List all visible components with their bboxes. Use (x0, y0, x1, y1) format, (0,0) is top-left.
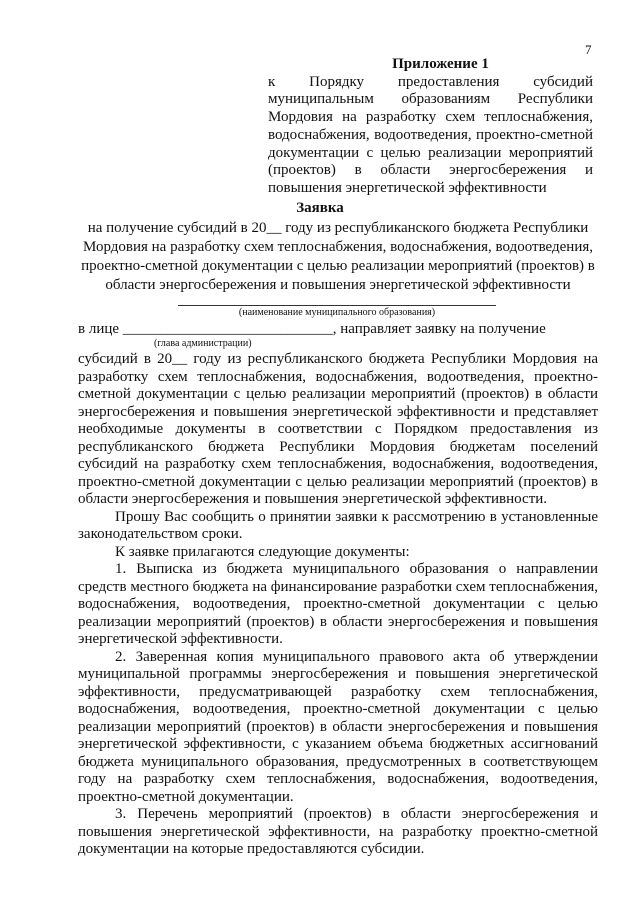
body-paragraph-2: Прошу Вас сообщить о принятии заявки к рассмотрению в установленные законодательством сроки. (78, 508, 598, 542)
municipality-fill-line (178, 305, 496, 306)
document-item-3: 3. Перечень мероприятий (проектов) в области энергосбережения и повышения энергетической эффективности, на разработку проектно-сметной документации на которые предоставляются субсидии. (78, 806, 598, 857)
body-paragraph-1: субсидий в 20__ году из республиканского бюджета Республики Мордовия на разработку схем теплоснабжения, водоснабжения, водоотведения, проектно-сметной документации с целью реализации мероприятий (проектов) в области энергосбережения и повышения энергетической эффективности и представляет необходимые документы в соответствии с Порядком предоставления из республиканского бюджета Республики Мордовия бюджетам поселений субсидий на разработку схем теплоснабжения, водоснабжения, водоотведения, проектно-сметной документации с целью реализации мероприятий (проектов) в области энергосбережения и повышения энергетической эффективности. (78, 351, 598, 507)
appendix-block (268, 56, 593, 198)
page-number: 7 (585, 42, 592, 57)
document-item-2: 2. Заверенная копия муниципального правового акта об утверждении муниципальной программы энергосбережения и повышения энергетической эффективности, предусматривающей разработку схем теплоснабжения, водоснабжения, водоотведения, проектно-сметной документации с целью реализации мероприятий (проектов) в области энергосбережения и повышения энергетической эффективности, с указанием объема бюджетных ассигнований бюджета муниципального образования, предусмотренных в соответствующем году на разработку схем теплоснабжения, водоснабжения, водоотведения, проектно-сметной документации. (78, 648, 598, 805)
application-title: Заявка (296, 200, 344, 216)
in-person-line: в лице ____________________________, направляет заявку на получение (78, 321, 546, 337)
appendix-text: к Порядку предоставления субсидий муниципальным образованиям Республики Мордовия на разработку схем теплоснабжения, водоснабжения, водоотведения, проектно-сметной документации с целью реализации мероприятий (проектов) в области энергосбережения и повышения энергетической эффективности (268, 73, 593, 196)
head-caption: (глава администрации) (154, 338, 252, 349)
municipality-caption: (наименование муниципального образования) (238, 307, 436, 318)
body-paragraph-3: К заявке прилагаются следующие документы: (115, 543, 410, 560)
body-text (78, 351, 598, 859)
document-item-1: 1. Выписка из бюджета муниципального образования о направлении средств местного бюджета на финансирование разработки схем теплоснабжения, водоснабжения, водоотведения, проектно-сметной документации с целью реализации мероприятий (проектов) в области энергосбережения и повышения энергетической эффективности. (78, 561, 598, 647)
appendix-title: Приложение 1 (392, 56, 489, 72)
application-subtitle: на получение субсидий в 20__ году из республиканского бюджета Республики Мордовия на разработку схем теплоснабжения, водоснабжения, водоотведения, проектно-сметной документации с целью реализации мероприятий (проектов) в области энергосбережения и повышения энергетической эффективности (81, 220, 595, 293)
